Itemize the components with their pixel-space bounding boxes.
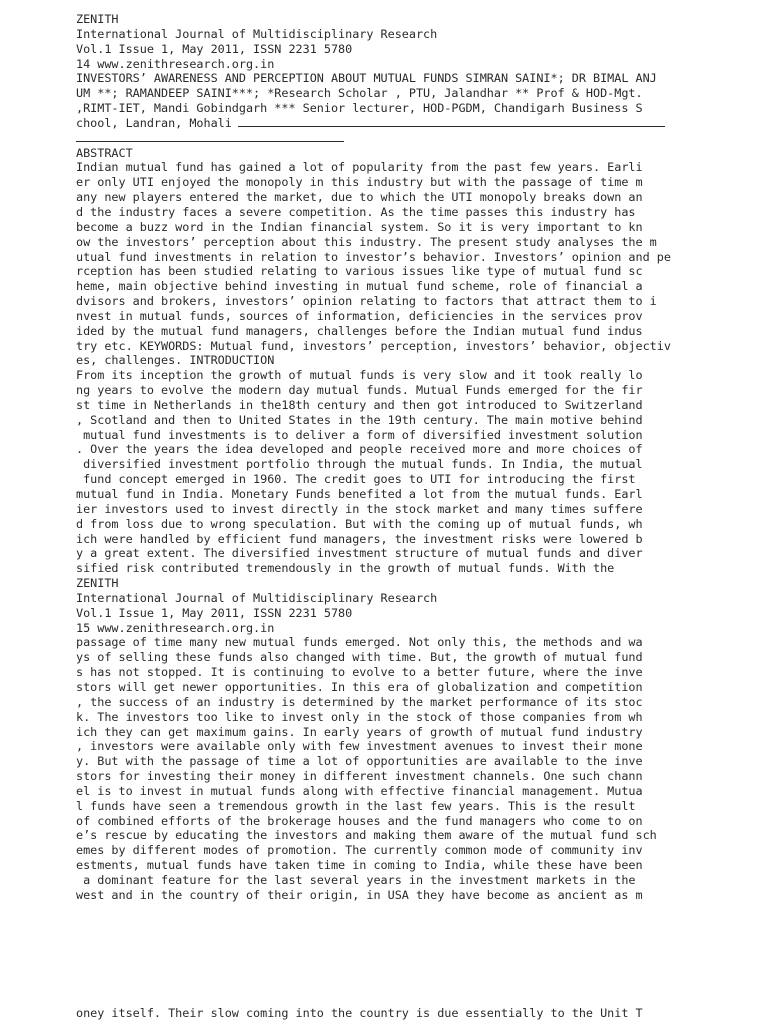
journal-title: International Journal of Multidisciplinary Research xyxy=(76,590,438,605)
intro-line: ng years to evolve the modern day mutual funds. Mutual Funds emerged for the fir xyxy=(76,383,643,398)
abstract-heading: ABSTRACT xyxy=(76,145,133,160)
body-line: y. But with the passage of time a lot of opportunities are available to the inve xyxy=(76,754,643,769)
body-line: e’s rescue by educating the investors and making them aware of the mutual fund sch xyxy=(76,828,657,843)
journal-title: International Journal of Multidisciplinary Research xyxy=(76,26,438,41)
journal-volume: Vol.1 Issue 1, May 2011, ISSN 2231 5780 xyxy=(76,41,353,56)
page-bottom-line: oney itself. Their slow coming into the country is due essentially to the Unit T xyxy=(76,1006,643,1020)
body-line: emes by different modes of promotion. The currently common mode of community inv xyxy=(76,843,643,858)
intro-line: diversified investment portfolio through the mutual funds. In India, the mutual xyxy=(76,457,643,472)
body-line: , the success of an industry is determined by the market performance of its stoc xyxy=(76,694,643,709)
body-line: west and in the country of their origin, in USA they have become as ancient as m xyxy=(76,887,643,902)
intro-line: ich were handled by efficient fund managers, the investment risks were lowered b xyxy=(76,531,643,546)
introduction-section xyxy=(76,368,716,576)
abstract-line: rception has been studied relating to various issues like type of mutual fund sc xyxy=(76,264,643,279)
intro-line: d from loss due to wrong speculation. But with the coming up of mutual funds, wh xyxy=(76,516,643,531)
body-line: ich they can get maximum gains. In early years of growth of mutual fund industry xyxy=(76,724,643,739)
document-page xyxy=(76,12,716,903)
abstract-line: d the industry faces a severe competition. As the time passes this industry has xyxy=(76,204,636,219)
intro-line: , Scotland and then to United States in the 19th century. The main motive behind xyxy=(76,412,643,427)
abstract-line: Indian mutual fund has gained a lot of popularity from the past few years. Earli xyxy=(76,160,643,175)
intro-line: st time in Netherlands in the18th century and then got introduced to Switzerland xyxy=(76,397,643,412)
body-line: s has not stopped. It is continuing to evolve to a better future, where the inve xyxy=(76,665,643,680)
body-line: a dominant feature for the last several years in the investment markets in the xyxy=(76,872,636,887)
abstract-line: utual fund investments in relation to investor’s behavior. Investors’ opinion and pe xyxy=(76,249,671,264)
title-line: UM **; RAMANDEEP SAINI***; *Research Scholar , PTU, Jalandhar ** Prof & HOD-Mgt. xyxy=(76,86,643,101)
body-line: , investors were available only with few investment avenues to invest their mone xyxy=(76,739,643,754)
body-line: of combined efforts of the brokerage houses and the fund managers who come to on xyxy=(76,813,643,828)
page-number-url: 14 www.zenithresearch.org.in xyxy=(76,56,275,71)
abstract-line: er only UTI enjoyed the monopoly in this industry but with the passage of time m xyxy=(76,175,643,190)
abstract-line: es, challenges. INTRODUCTION xyxy=(76,353,275,368)
body-line: stors will get newer opportunities. In this era of globalization and competition xyxy=(76,679,643,694)
abstract-line: try etc. KEYWORDS: Mutual fund, investors’ perception, investors’ behavior, objectiv xyxy=(76,338,671,353)
title-line-last xyxy=(76,116,716,131)
article-title-block xyxy=(76,71,716,145)
journal-name: ZENITH xyxy=(76,576,119,591)
separator-line xyxy=(76,131,716,146)
body-line: k. The investors too like to invest only in the stock of those companies from wh xyxy=(76,709,643,724)
body-line: passage of time many new mutual funds emerged. Not only this, the methods and wa xyxy=(76,635,643,650)
abstract-line: any new players entered the market, due to which the UTI monopoly breaks down an xyxy=(76,190,643,205)
abstract-line: nvest in mutual funds, sources of information, deficiencies in the services prov xyxy=(76,308,643,323)
intro-line: y a great extent. The diversified investment structure of mutual funds and diver xyxy=(76,546,643,561)
intro-line: From its inception the growth of mutual funds is very slow and it took really lo xyxy=(76,368,643,383)
title-line: INVESTORS’ AWARENESS AND PERCEPTION ABOUT MUTUAL FUNDS SIMRAN SAINI*; DR BIMAL ANJ xyxy=(76,71,657,86)
body-line: l funds have seen a tremendous growth in the last few years. This is the result xyxy=(76,798,636,813)
page-number-url: 15 www.zenithresearch.org.in xyxy=(76,620,275,635)
abstract-line: heme, main objective behind investing in mutual fund scheme, role of financial a xyxy=(76,279,643,294)
journal-volume: Vol.1 Issue 1, May 2011, ISSN 2231 5780 xyxy=(76,605,353,620)
continuation-section xyxy=(76,635,716,902)
title-line-text: chool, Landran, Mohali xyxy=(76,115,232,130)
body-line: el is to invest in mutual funds along with effective financial management. Mutua xyxy=(76,783,643,798)
journal-name: ZENITH xyxy=(76,12,119,26)
abstract-line: ow the investors’ perception about this industry. The present study analyses the m xyxy=(76,234,657,249)
intro-line: ier investors used to invest directly in the stock market and many times suffere xyxy=(76,501,643,516)
abstract-rule xyxy=(76,131,344,142)
intro-line: fund concept emerged in 1960. The credit goes to UTI for introducing the first xyxy=(76,472,636,487)
page-header-15 xyxy=(76,576,716,635)
title-line: ,RIMT-IET, Mandi Gobindgarh *** Senior lecturer, HOD-PGDM, Chandigarh Business S xyxy=(76,101,643,116)
body-line: ys of selling these funds also changed with time. But, the growth of mutual fund xyxy=(76,650,643,665)
intro-line: mutual fund in India. Monetary Funds benefited a lot from the mutual funds. Earl xyxy=(76,487,643,501)
page-header-14 xyxy=(76,12,716,71)
abstract-line: become a buzz word in the Indian financial system. So it is very important to kn xyxy=(76,219,643,234)
intro-line: . Over the years the idea developed and people received more and more choices of xyxy=(76,442,643,457)
body-line: estments, mutual funds have taken time in coming to India, while these have been xyxy=(76,858,643,873)
abstract-section xyxy=(76,146,716,369)
body-line: stors for investing their money in different investment channels. One such chann xyxy=(76,769,643,784)
intro-line: mutual fund investments is to deliver a form of diversified investment solution xyxy=(76,427,643,442)
abstract-line: dvisors and brokers, investors’ opinion relating to factors that attract them to i xyxy=(76,294,657,309)
intro-line: sified risk contributed tremendously in the growth of mutual funds. With the xyxy=(76,561,615,576)
title-underline xyxy=(238,116,665,127)
abstract-line: ided by the mutual fund managers, challenges before the Indian mutual fund indus xyxy=(76,323,643,338)
